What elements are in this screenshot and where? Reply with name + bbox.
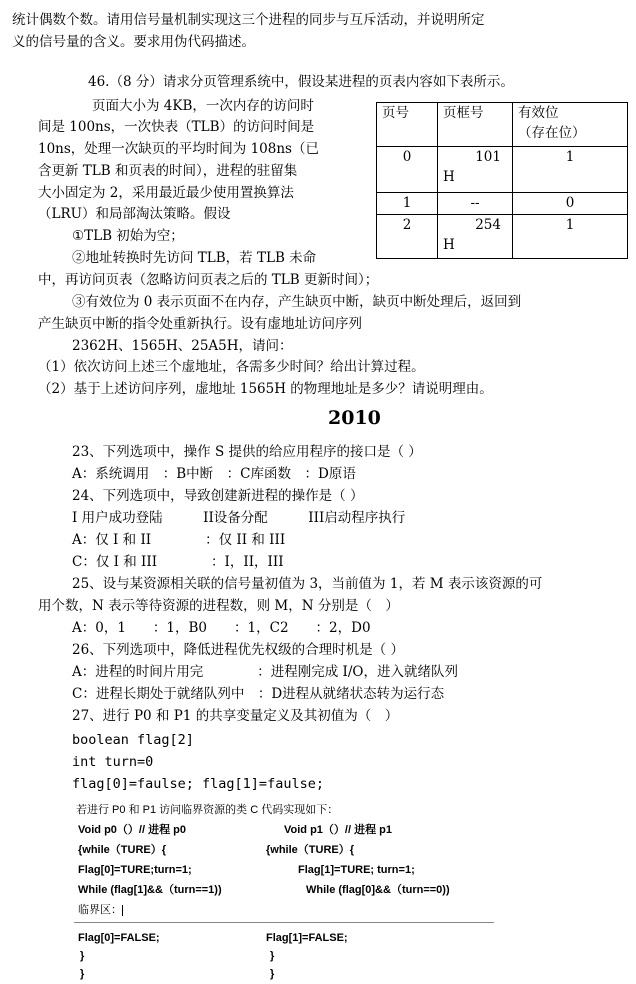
p1-line-4: While (flag[0]&&（turn==0)) — [306, 884, 450, 896]
small-code-heading: 若进行 P0 和 P1 访问临界资源的类 C 代码实现如下： — [76, 804, 339, 816]
q46-line-6: （LRU）和局部淘汰策略。假设 — [38, 206, 231, 222]
q46-line-9: 中，再访问页表（忽略访问页表之后的 TLB 更新时间）； — [38, 272, 379, 288]
q46-line-8: ②地址转换时先访问 TLB，若 TLB 未命 — [72, 250, 317, 266]
p1-line-2: {while（TURE）{ — [266, 844, 355, 856]
code-line-2: int turn=0 — [72, 754, 154, 770]
divider — [74, 922, 494, 923]
p1-brace-2: } — [270, 968, 275, 980]
p1-line-3: Flag[1]=TURE; turn=1; — [298, 864, 415, 876]
p1-line-1: Void p1（）// 进程 p1 — [284, 824, 392, 836]
q46-line-4: 含更新 TLB 和页表的时间），进程的驻留集 — [38, 163, 298, 179]
p1-line-5: Flag[1]=FALSE; — [266, 932, 348, 944]
q45-text-line-2: 义的信号量的含义。要求用伪代码描述。 — [12, 34, 255, 50]
q23-options: A：系统调用 ：B中断 ：C库函数 ：D原语 — [72, 466, 356, 482]
q46-line-7: ①TLB 初始为空； — [72, 228, 184, 244]
p0-line-3: Flag[0]=TURE;turn=1; — [78, 864, 192, 876]
p0-brace-2: } — [80, 968, 85, 980]
q46-question-2: （2）基于上述访问序列，虚地址 1565H 的物理地址是多少？请说明理由。 — [38, 381, 493, 397]
q26-stem: 26、下列选项中，降低进程优先权级的合理时机是（ ） — [72, 642, 404, 658]
header-valid-bit: 有效位 （存在位） — [513, 103, 628, 147]
header-frame-no: 页框号 — [438, 103, 513, 147]
p0-line-4: While (flag[1]&&（turn==1)) — [78, 884, 222, 896]
q25-stem-2: 用个数，N 表示等待资源的进程数，则 M，N 分别是（ ） — [38, 598, 399, 614]
q27-stem: 27、进行 P0 和 P1 的共享变量定义及其初值为（ ） — [72, 708, 399, 724]
page-table — [376, 102, 628, 259]
q46-question-1: （1）依次访问上述三个虚地址，各需多少时间？给出计算过程。 — [38, 359, 425, 375]
text-cursor — [122, 905, 123, 916]
header-page-no: 页号 — [377, 103, 438, 147]
q26-options-cd: C：进程长期处于就绪队列中 ：D进程从就绪状态转为运行态 — [72, 686, 445, 702]
q46-line-2: 间是 100ns，一次快表（TLB）的访问时间是 — [38, 119, 315, 135]
q25-stem-1: 25、设与某资源相关联的信号量初值为 3，当前值为 1，若 M 表示该资源的可 — [72, 576, 543, 592]
q26-options-ab: A：进程的时间片用完 ：进程刚完成 I/O，进入就绪队列 — [72, 664, 458, 680]
q23-stem: 23、下列选项中，操作 S 提供的给应用程序的接口是（ ） — [72, 444, 422, 460]
q46-intro: 46.（8 分）请求分页管理系统中，假设某进程的页表内容如下表所示。 — [88, 74, 514, 90]
q45-text-line-1: 统计偶数个数。请用信号量机制实现这三个进程的同步与互斥活动，并说明所定 — [12, 12, 485, 28]
p0-brace-1: } — [80, 950, 85, 962]
q24-stem: 24、下列选项中，导致创建新进程的操作是（ ） — [72, 488, 364, 504]
q24-options-ab: A：仅 I 和 II ：仅 II 和 III — [72, 532, 286, 548]
q24-items: I 用户成功登陆 II设备分配 III启动程序执行 — [72, 510, 406, 526]
q46-line-5: 大小固定为 2，采用最近最少使用置换算法 — [38, 185, 294, 201]
q24-options-cd: C：仅 I 和 III ：I，II，III — [72, 554, 284, 570]
p0-line-2: {while（TURE）{ — [78, 844, 167, 856]
q25-options: A：0，1 ：1，B0 ：1，C2 ：2，D0 — [72, 620, 371, 636]
q46-line-12: 2362H、1565H、25A5H，请问： — [72, 338, 293, 354]
q46-line-11: 产生缺页中断的指令处重新执行。设有虚地址访问序列 — [38, 316, 362, 332]
page-table-header — [377, 103, 628, 147]
q46-line-10: ③有效位为 0 表示页面不在内存，产生缺页中断，缺页中断处理后，返回到 — [72, 294, 522, 310]
p1-brace-1: } — [270, 950, 275, 962]
year-heading: 2010 — [328, 407, 381, 429]
q46-line-1: 页面大小为 4KB，一次内存的访问时 — [92, 98, 314, 114]
p0-line-1: Void p0（）// 进程 p0 — [78, 824, 186, 836]
code-line-3: flag[0]=faulse; flag[1]=faulse; — [72, 776, 324, 792]
p0-line-6: Flag[0]=FALSE; — [78, 932, 160, 944]
table-row: 2 254 H 1 — [377, 215, 628, 259]
q46-line-3: 10ns，处理一次缺页的平均时间为 108ns（已 — [38, 141, 319, 157]
table-row: 0 101 H 1 — [377, 147, 628, 193]
table-row: 1 -- 0 — [377, 193, 628, 215]
p0-critical-section: 临界区： — [78, 904, 122, 916]
code-line-1: boolean flag[2] — [72, 732, 194, 748]
